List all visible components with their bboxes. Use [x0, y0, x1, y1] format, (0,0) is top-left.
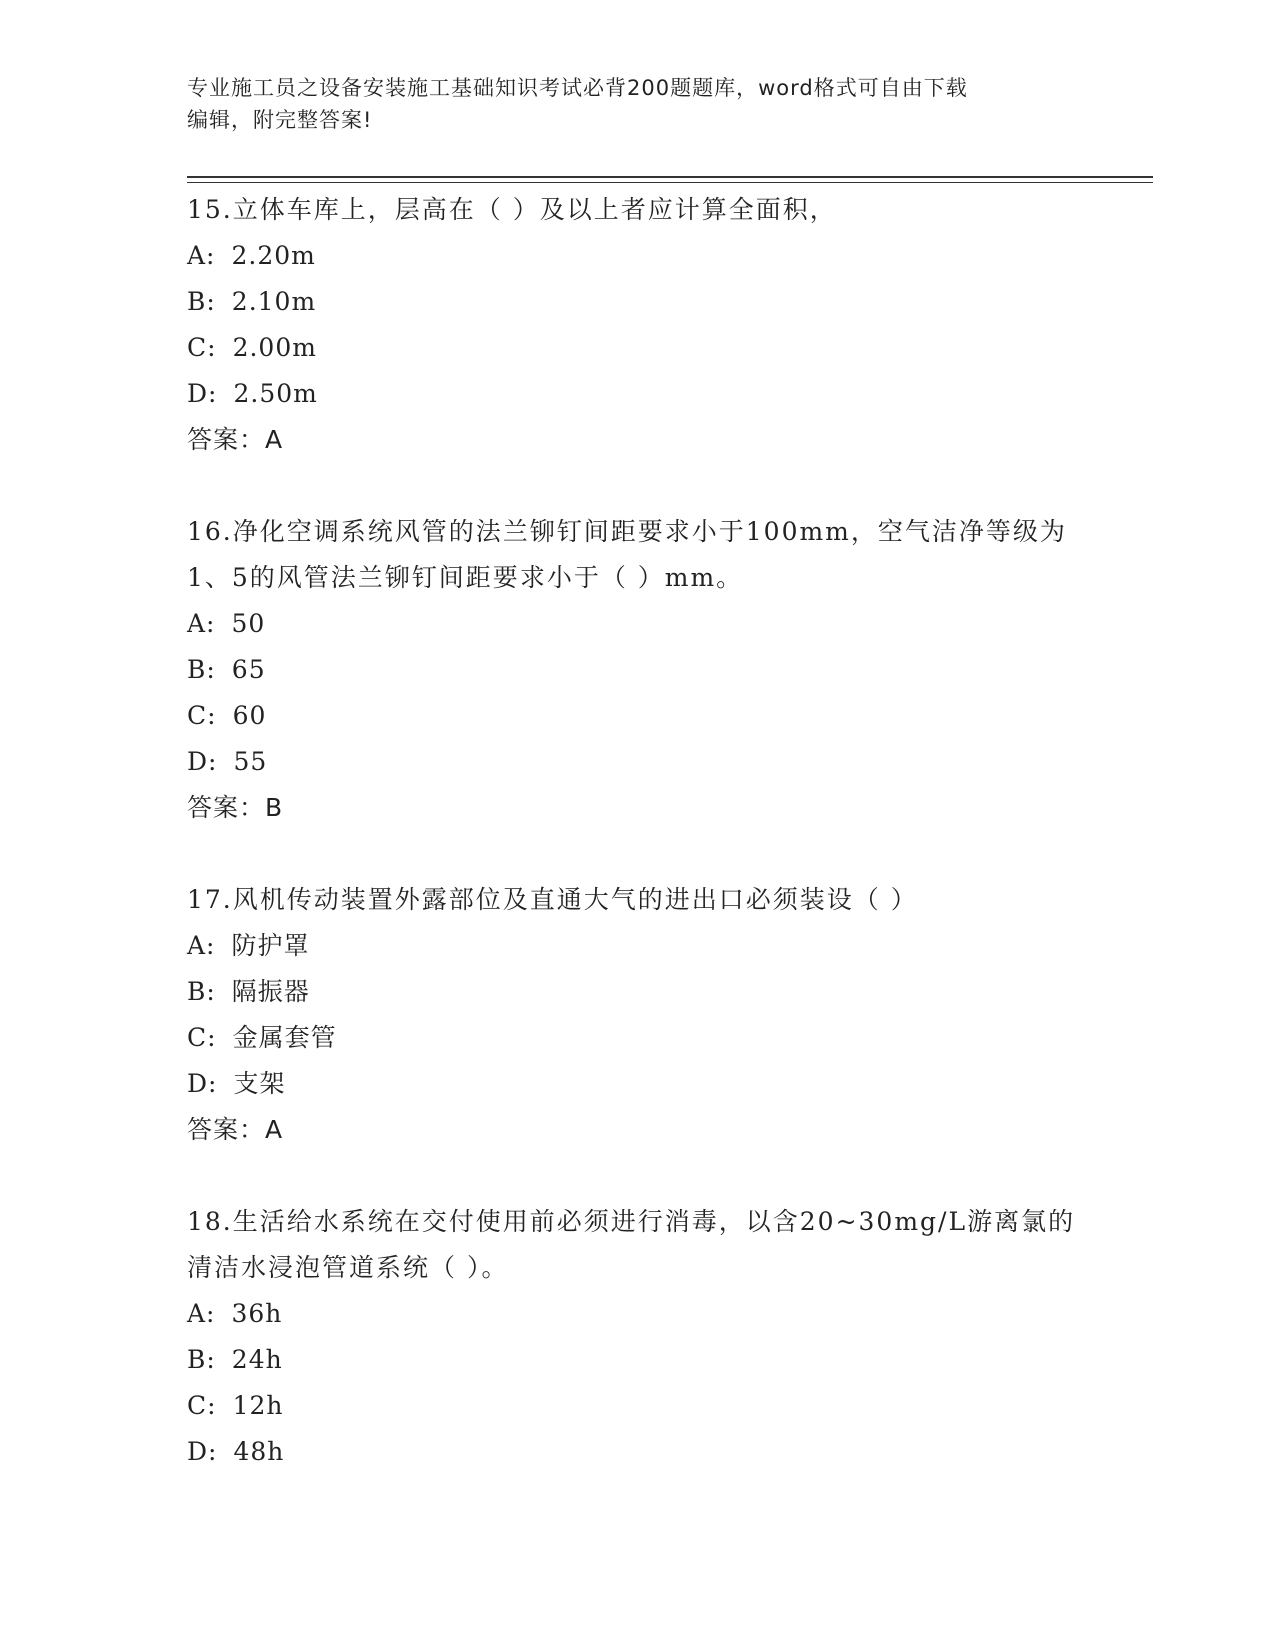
question-text: 18.生活给水系统在交付使用前必须进行消毒，以含20~30mg/L游离氯的清洁水浸泡管道系统（ ）。: [187, 1207, 1076, 1282]
option-a: [187, 601, 1087, 647]
option-a: [187, 233, 1087, 279]
answer-text: 答案：A: [187, 1115, 284, 1144]
option-d: [187, 1429, 1087, 1475]
option-letter: C:: [187, 701, 217, 730]
option-b: [187, 279, 1087, 325]
option-d: [187, 371, 1087, 417]
document-header: [187, 72, 1067, 136]
option-value: 48h: [233, 1437, 285, 1466]
answer-text: 答案：B: [187, 793, 284, 822]
option-letter: B:: [187, 287, 216, 316]
option-a: [187, 923, 1087, 969]
option-value: 2.00m: [232, 333, 317, 362]
option-value: 12h: [232, 1391, 284, 1420]
option-d: [187, 1061, 1087, 1107]
option-d: [187, 739, 1087, 785]
option-value: 50: [231, 609, 266, 638]
option-c: [187, 1383, 1087, 1429]
option-a: [187, 1291, 1087, 1337]
option-value: 防护罩: [231, 931, 310, 960]
answer-text: 答案：A: [187, 425, 284, 454]
option-letter: B:: [187, 977, 216, 1006]
option-letter: B:: [187, 1345, 216, 1374]
question-block: [187, 1199, 1087, 1475]
option-letter: A:: [187, 609, 216, 638]
option-letter: A:: [187, 1299, 216, 1328]
option-value: 隔振器: [231, 977, 310, 1006]
header-line-1: 专业施工员之设备安装施工基础知识考试必背200题题库，word格式可自由下载: [187, 76, 968, 100]
option-value: 2.50m: [233, 379, 318, 408]
option-c: [187, 1015, 1087, 1061]
header-divider-thin: [187, 182, 1153, 183]
option-c: [187, 693, 1087, 739]
option-value: 55: [233, 747, 268, 776]
option-value: 金属套管: [232, 1023, 337, 1052]
option-letter: C:: [187, 1391, 217, 1420]
option-c: [187, 325, 1087, 371]
option-value: 65: [231, 655, 266, 684]
question-text: 17.风机传动装置外露部位及直通大气的进出口必须装设（ ）: [187, 885, 918, 914]
option-b: [187, 1337, 1087, 1383]
question-text: 15.立体车库上，层高在（ ）及以上者应计算全面积，: [187, 195, 837, 224]
option-letter: D:: [187, 1069, 218, 1098]
question-block: [187, 187, 1087, 463]
option-value: 24h: [231, 1345, 283, 1374]
option-value: 60: [232, 701, 267, 730]
question-block: [187, 509, 1087, 831]
option-value: 支架: [233, 1069, 286, 1098]
question-block: [187, 877, 1087, 1153]
question-text: 16.净化空调系统风管的法兰铆钉间距要求小于100mm，空气洁净等级为1、5的风管法兰铆钉间距要求小于（ ）mm。: [187, 517, 1067, 592]
option-letter: B:: [187, 655, 216, 684]
header-line-2: 编辑，附完整答案!: [187, 108, 373, 132]
option-value: 2.10m: [231, 287, 317, 316]
option-letter: D:: [187, 379, 218, 408]
option-letter: C:: [187, 1023, 217, 1052]
option-letter: C:: [187, 333, 217, 362]
header-divider-thick: [187, 176, 1153, 178]
question-list: [187, 187, 1087, 1521]
option-b: [187, 647, 1087, 693]
option-letter: D:: [187, 1437, 218, 1466]
option-letter: D:: [187, 747, 218, 776]
option-letter: A:: [187, 241, 216, 270]
option-value: 2.20m: [231, 241, 316, 270]
option-b: [187, 969, 1087, 1015]
option-value: 36h: [231, 1299, 283, 1328]
option-letter: A:: [187, 931, 216, 960]
